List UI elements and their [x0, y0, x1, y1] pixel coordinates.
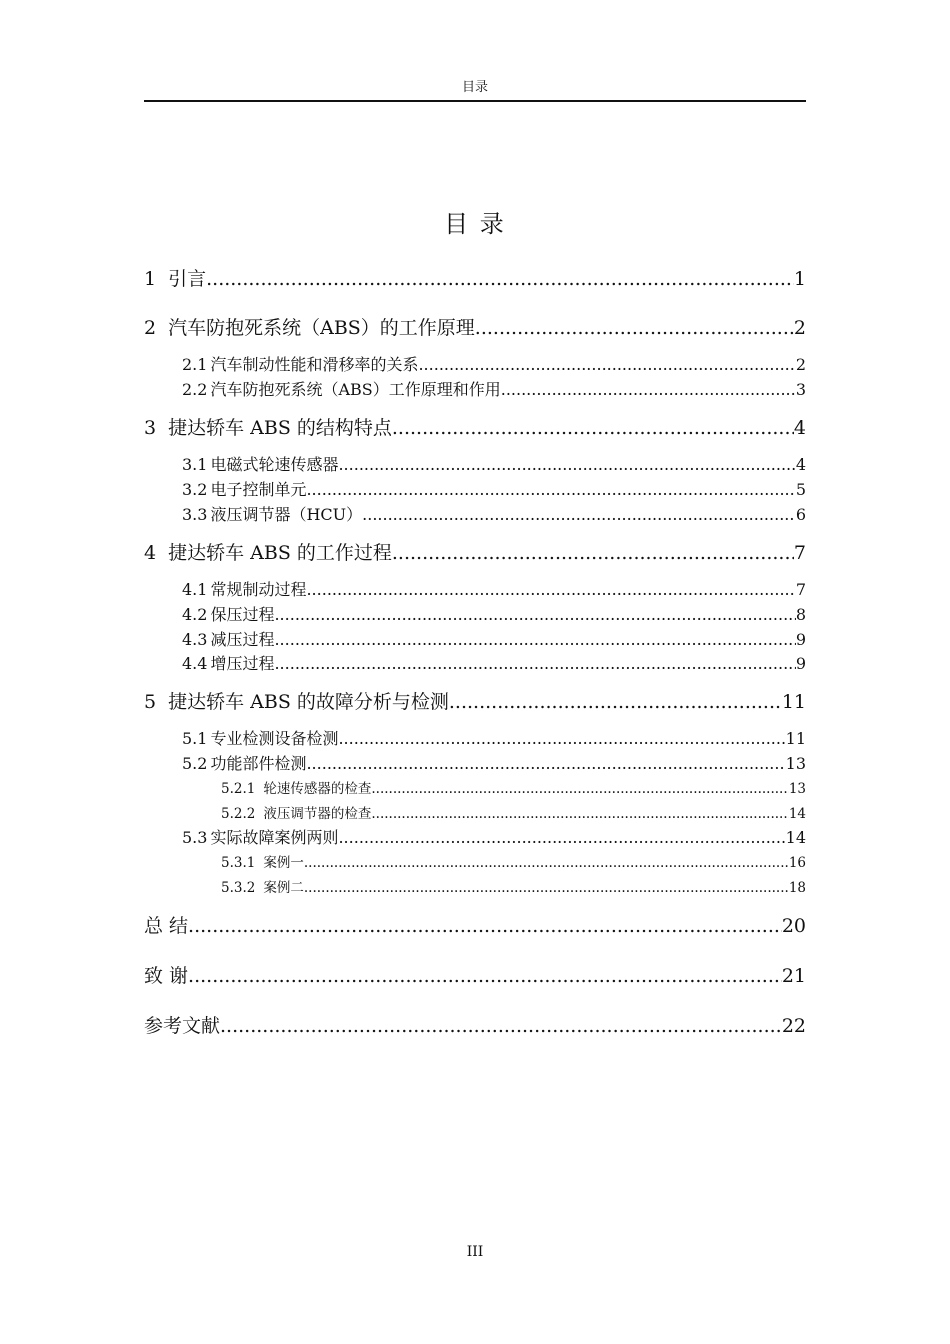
toc-dot-leader [338, 727, 785, 751]
toc-entry-label: 增压过程 [210, 654, 275, 673]
toc-entry[interactable] [182, 478, 806, 502]
toc-entry-label: 功能部件检测 [210, 754, 307, 773]
toc-entry-number: 4.4 [182, 654, 208, 673]
toc-entry[interactable] [221, 778, 806, 800]
toc-dot-leader [362, 503, 796, 527]
toc-dot-leader [371, 778, 788, 800]
toc-entry-number: 5.2.1 [221, 781, 256, 797]
toc-entry-label: 捷达轿车 ABS 的工作过程 [168, 542, 392, 564]
toc-dot-leader [449, 687, 782, 717]
toc-entry-number: 5.3 [182, 828, 208, 847]
toc-entry[interactable] [144, 961, 806, 991]
toc-dot-leader [418, 353, 795, 377]
running-header: 目录 [461, 80, 488, 95]
toc-title: 目 录 [444, 210, 506, 238]
toc-dot-leader [188, 961, 782, 991]
toc-entry-page: 11 [781, 691, 806, 713]
toc-entry-page: 8 [795, 605, 806, 624]
toc-dot-leader [306, 752, 785, 776]
toc-entry[interactable] [182, 578, 806, 602]
toc-entry[interactable] [182, 353, 806, 377]
toc-entry-number: 2 [144, 317, 157, 339]
toc-entry-number: 4.2 [182, 605, 208, 624]
toc-entry-page: 7 [793, 542, 806, 564]
toc-entry-page: 7 [795, 580, 806, 599]
toc-entry-label: 捷达轿车 ABS 的故障分析与检测 [168, 691, 449, 713]
toc-entry-label: 参考文献 [144, 1015, 221, 1037]
toc-entry-label: 案例一 [263, 855, 304, 871]
toc-entry-page: 9 [795, 654, 806, 673]
toc-entry-label: 常规制动过程 [210, 580, 307, 599]
toc-dot-leader [475, 313, 794, 343]
toc-dot-leader [304, 877, 789, 899]
toc-entry-label: 案例二 [263, 880, 304, 896]
toc-dot-leader [338, 453, 795, 477]
toc-entry-number: 5.2.2 [221, 806, 256, 822]
toc-dot-leader [274, 652, 795, 676]
toc-entry-label: 轮速传感器的检查 [263, 781, 372, 797]
toc-entry[interactable] [144, 413, 806, 443]
toc-entry-number: 3 [144, 417, 157, 439]
toc-entry[interactable] [182, 503, 806, 527]
toc-entry-page: 5 [795, 480, 806, 499]
toc-dot-leader [188, 911, 782, 941]
toc-dot-leader [306, 578, 795, 602]
toc-entry[interactable] [144, 264, 806, 294]
toc-entry-page: 18 [788, 880, 806, 896]
toc-entry-page: 2 [795, 355, 806, 374]
toc-entry-page: 4 [795, 455, 806, 474]
toc-entry-label: 总 结 [144, 915, 189, 937]
toc-entry[interactable] [144, 1011, 806, 1041]
toc-entry-label: 致 谢 [144, 965, 189, 987]
toc-entry-number: 3.1 [182, 455, 208, 474]
toc-entry[interactable] [182, 826, 806, 850]
toc-entry-page: 14 [788, 806, 806, 822]
toc-entry[interactable] [144, 911, 806, 941]
toc-entry-page: 20 [781, 915, 806, 937]
toc-entry-label: 液压调节器（HCU） [210, 505, 363, 524]
toc-entry[interactable] [221, 803, 806, 825]
toc-entry-number: 2.2 [182, 380, 208, 399]
toc-entry-label: 引言 [168, 268, 207, 290]
toc-entry-page: 21 [781, 965, 806, 987]
toc-entry-label: 电子控制单元 [210, 480, 307, 499]
toc-entry-page: 6 [795, 505, 806, 524]
toc-entry-number: 2.1 [182, 355, 208, 374]
toc-entry-number: 3.3 [182, 505, 208, 524]
toc-entry[interactable] [182, 378, 806, 402]
toc-entry-number: 5.1 [182, 729, 208, 748]
toc-dot-leader [501, 378, 796, 402]
toc-dot-leader [338, 826, 785, 850]
toc-entry-page: 1 [793, 268, 806, 290]
toc-entry-page: 3 [795, 380, 806, 399]
toc-entry-number: 5 [144, 691, 157, 713]
toc-entry-label: 汽车防抱死系统（ABS）的工作原理 [168, 317, 475, 339]
toc-dot-leader [274, 628, 795, 652]
toc-entry-label: 电磁式轮速传感器 [210, 455, 339, 474]
toc-entry[interactable] [144, 313, 806, 343]
toc-dot-leader [304, 852, 789, 874]
toc-entry[interactable] [144, 538, 806, 568]
toc-entry-page: 13 [788, 781, 806, 797]
toc-entry-label: 保压过程 [210, 605, 275, 624]
toc-entry-number: 5.3.1 [221, 855, 256, 871]
toc-entry[interactable] [182, 727, 806, 751]
toc-entry[interactable] [182, 453, 806, 477]
toc-entry-page: 16 [788, 855, 806, 871]
toc-entry-page: 2 [793, 317, 806, 339]
toc-dot-leader [392, 413, 794, 443]
toc-entry-label: 汽车防抱死系统（ABS）工作原理和作用 [210, 380, 501, 399]
toc-entry-number: 3.2 [182, 480, 208, 499]
toc-entry-number: 5.2 [182, 754, 208, 773]
toc-entry-label: 液压调节器的检查 [263, 806, 372, 822]
toc-entry-page: 22 [781, 1015, 806, 1037]
toc-entry-number: 4.3 [182, 630, 208, 649]
toc-dot-leader [274, 603, 795, 627]
toc-entry-label: 专业检测设备检测 [210, 729, 339, 748]
toc-entry-label: 实际故障案例两则 [210, 828, 339, 847]
page-number: III [466, 1244, 484, 1260]
toc-entry[interactable] [182, 752, 806, 776]
toc-entry-number: 1 [144, 268, 157, 290]
toc-dot-leader [306, 478, 795, 502]
toc-entry-number: 5.3.2 [221, 880, 256, 896]
toc-entry-page: 11 [785, 729, 806, 748]
toc-dot-leader [220, 1011, 782, 1041]
toc-entry[interactable] [182, 603, 806, 627]
toc-entry[interactable] [182, 628, 806, 652]
toc-entry-label: 减压过程 [210, 630, 275, 649]
toc-dot-leader [371, 803, 788, 825]
toc-entry[interactable] [221, 852, 806, 874]
toc-entry-page: 14 [785, 828, 806, 847]
toc-dot-leader [392, 538, 794, 568]
toc-dot-leader [206, 264, 794, 294]
toc-entry[interactable] [182, 652, 806, 676]
toc-entry-page: 13 [785, 754, 806, 773]
toc-entry-number: 4 [144, 542, 157, 564]
toc-entry-page: 4 [793, 417, 806, 439]
toc-entry-label: 汽车制动性能和滑移率的关系 [210, 355, 419, 374]
toc-entry[interactable] [221, 877, 806, 899]
toc-entry[interactable] [144, 687, 806, 717]
toc-entry-number: 4.1 [182, 580, 208, 599]
toc-entry-label: 捷达轿车 ABS 的结构特点 [168, 417, 392, 439]
toc-entry-page: 9 [795, 630, 806, 649]
